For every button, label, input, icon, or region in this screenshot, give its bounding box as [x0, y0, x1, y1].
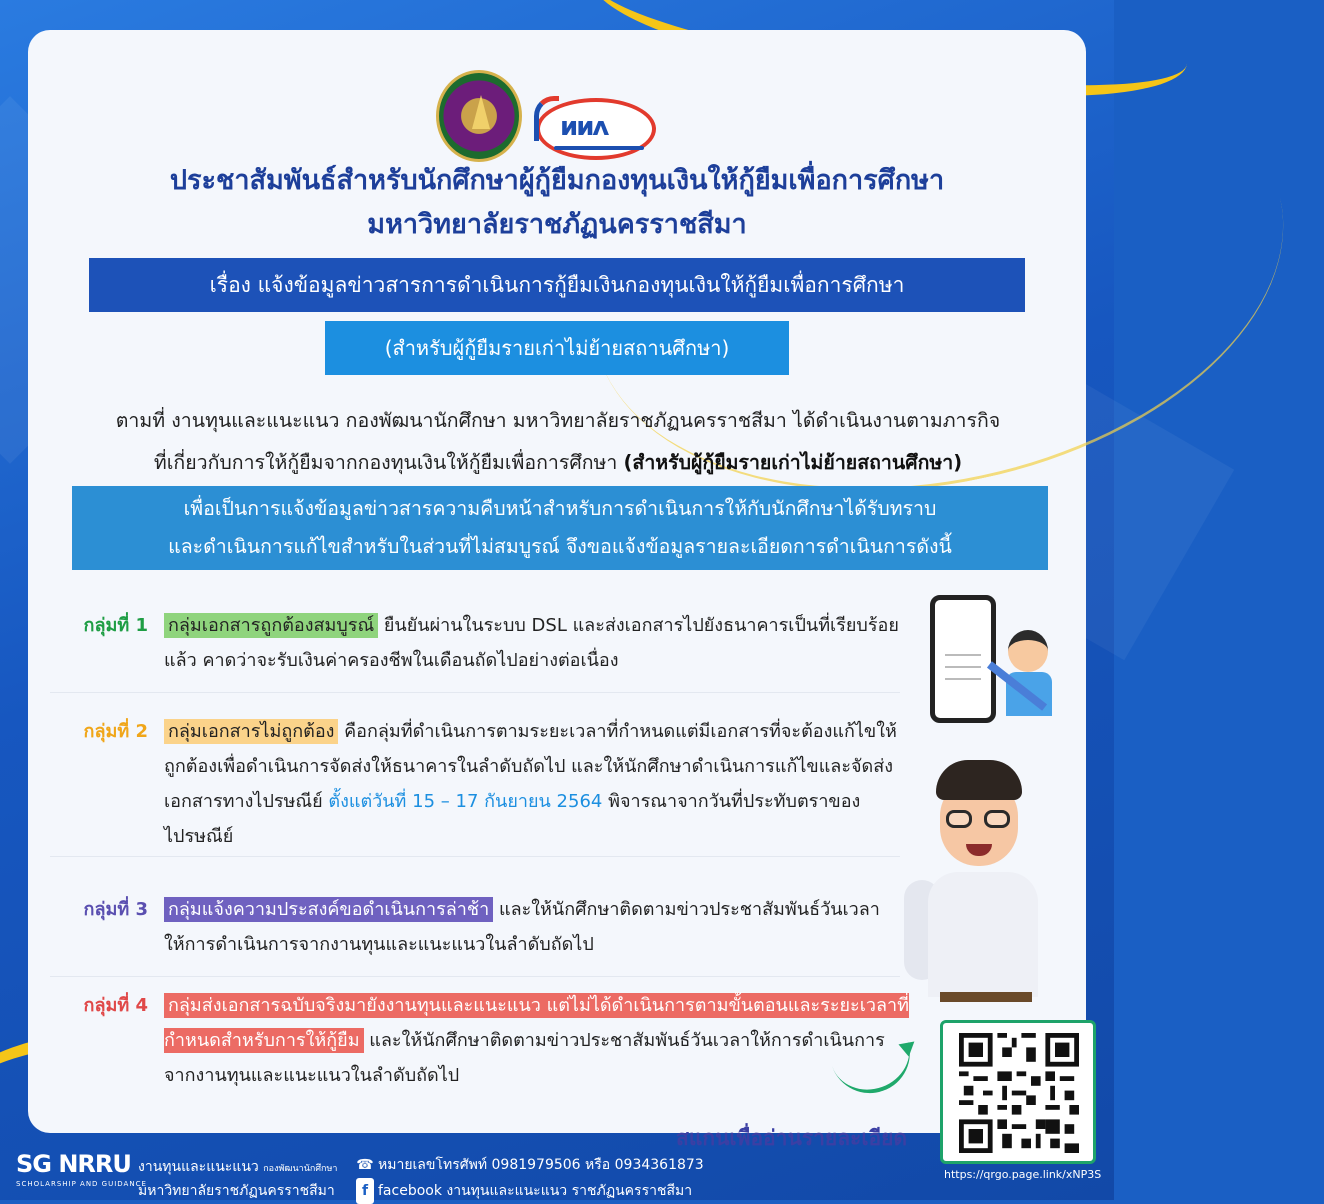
group-text: และให้นักศึกษาติดตามข่าวประชาสัมพันธ์วันเวลาให้การดำเนินการจากงานทุนและแนะแนวในลำดับถัดไป: [164, 899, 880, 955]
unit-name: งานทุนและแนะแนว: [138, 1159, 259, 1175]
qr-code-graphic: [959, 1033, 1079, 1153]
group-highlight: กลุ่มเอกสารไม่ถูกต้อง: [164, 719, 338, 744]
page-title: ประชาสัมพันธ์สำหรับนักศึกษาผู้กู้ยืมกองทุนเงินให้กู้ยืมเพื่อการศึกษา: [169, 165, 945, 196]
subject-text: เรื่อง แจ้งข้อมูลข่าวสารการดำเนินการกู้ยืมเงินกองทุนเงินให้กู้ยืมเพื่อการศึกษา: [209, 272, 905, 297]
group-highlight: กลุ่มแจ้งความประสงค์ขอดำเนินการล่าช้า: [164, 897, 493, 922]
intro-paragraph: [48, 400, 1068, 484]
man-illustration: [900, 760, 1060, 1010]
contact-phone: หมายเลขโทรศัพท์ 0981979506 หรือ 0934361873: [378, 1157, 704, 1173]
logo-group: [436, 70, 676, 165]
group-label: กลุ่มที่ 4: [83, 995, 148, 1016]
pencil-man-illustration: [990, 630, 1070, 730]
group-body: [164, 988, 914, 1093]
subject-sub-text: (สำหรับผู้กู้ยืมรายเก่าไม่ย้ายสถานศึกษา): [384, 336, 730, 360]
facebook-icon: f: [356, 1178, 374, 1204]
group-highlight: กลุ่มส่งเอกสารฉบับจริงมายังงานทุนและแนะแนว แต่ไม่ได้ดำเนินการตามขั้นตอนและระยะเวลาที่กำหนดสำหรับการให้กู้ยืม: [164, 995, 909, 1051]
group-label: กลุ่มที่ 2: [83, 721, 148, 742]
footer-contact: [356, 1152, 704, 1204]
group-body: [164, 892, 914, 962]
group-highlight: กลุ่มเอกสารถูกต้องสมบูรณ์: [164, 613, 378, 638]
group-body: [164, 608, 914, 678]
group-text: ยืนยันผ่านในระบบ DSL และส่งเอกสารไปยังธนาคารเป็นที่เรียบร้อยแล้ว คาดว่าจะรับเงินค่าครองชีพในเดือนถัดไปอย่างต่อเนื่อง: [164, 615, 899, 671]
unit-division: กองพัฒนานักศึกษา: [263, 1164, 338, 1174]
notice-banner: [72, 486, 1048, 570]
subject-sub-banner: [325, 321, 789, 375]
group-label: กลุ่มที่ 3: [83, 899, 148, 920]
notice-line-1: เพื่อเป็นการแจ้งข้อมูลข่าวสารความคืบหน้าสำหรับการดำเนินการให้กับนักศึกษาได้รับทราบ: [183, 497, 937, 520]
brand-subtitle: SCHOLARSHIP AND GUIDANCE: [16, 1180, 147, 1188]
intro-line-2-bold: (สำหรับผู้กู้ยืมรายเก่าไม่ย้ายสถานศึกษา): [623, 451, 963, 474]
unit-university: มหาวิทยาลัยราชภัฏนครราชสีมา: [138, 1183, 335, 1199]
subject-banner: [89, 258, 1025, 312]
footer-logo: [16, 1150, 147, 1188]
divider: [50, 976, 900, 977]
group-date: ตั้งแต่วันที่ 15 – 17 กันยายน 2564: [328, 791, 603, 812]
group-body: [164, 714, 914, 854]
intro-line-1: ตามที่ งานทุนและแนะแนว กองพัฒนานักศึกษา มหาวิทยาลัยราชภัฏนครราชสีมา ได้ดำเนินงานตามภารกิจ: [115, 409, 1001, 432]
page-subtitle: มหาวิทยาลัยราชภัฏนครราชสีมา: [367, 209, 747, 240]
footer-unit: [138, 1156, 338, 1202]
student-loan-fund-logo: ᴎᴎᴧ: [536, 98, 656, 160]
university-seal-logo: [436, 70, 522, 162]
divider: [50, 692, 900, 693]
qr-url[interactable]: https://qrgo.page.link/xNP3S: [944, 1168, 1102, 1181]
group-label: กลุ่มที่ 1: [83, 615, 148, 636]
intro-line-2: ที่เกี่ยวกับการให้กู้ยืมจากกองทุนเงินให้กู้ยืมเพื่อการศึกษา (สำหรับผู้กู้ยืมรายเก่าไม่ย้ายสถานศึกษา): [153, 451, 963, 474]
scan-label: สแกนเพื่ออ่านรายละเอียด: [676, 1126, 908, 1150]
phone-icon: ☎: [356, 1157, 374, 1173]
group-text: คือกลุ่มที่ดำเนินการตามระยะเวลาที่กำหนดแต่มีเอกสารที่จะต้องแก้ไขให้ถูกต้องเพื่อดำเนินการจัดส่งให้ธนาคารในลำดับถัดไป และให้นักศึกษาดำเนินการแก้ไขและจัดส่งเอกสารทางไปรษณีย์: [164, 721, 897, 812]
notice-line-2: และดำเนินการแก้ไขสำหรับในส่วนที่ไม่สมบูรณ์ จึงขอแจ้งข้อมูลรายละเอียดการดำเนินการดังนี้: [168, 535, 952, 558]
group-text-after: พิจารณาจากวันที่ประทับตราของไปรษณีย์: [164, 791, 861, 847]
phone-illustration: [930, 595, 996, 723]
contact-facebook[interactable]: facebook งานทุนและแนะแนว ราชภัฏนครราชสีมา: [378, 1183, 693, 1199]
divider: [50, 856, 900, 857]
brand-name: SG NRRU: [16, 1150, 131, 1178]
qr-code-icon[interactable]: [940, 1020, 1096, 1164]
group-text: และให้นักศึกษาติดตามข่าวประชาสัมพันธ์วันเวลาให้การดำเนินการจากงานทุนและแนะแนวในลำดับถัดไป: [164, 1030, 885, 1086]
